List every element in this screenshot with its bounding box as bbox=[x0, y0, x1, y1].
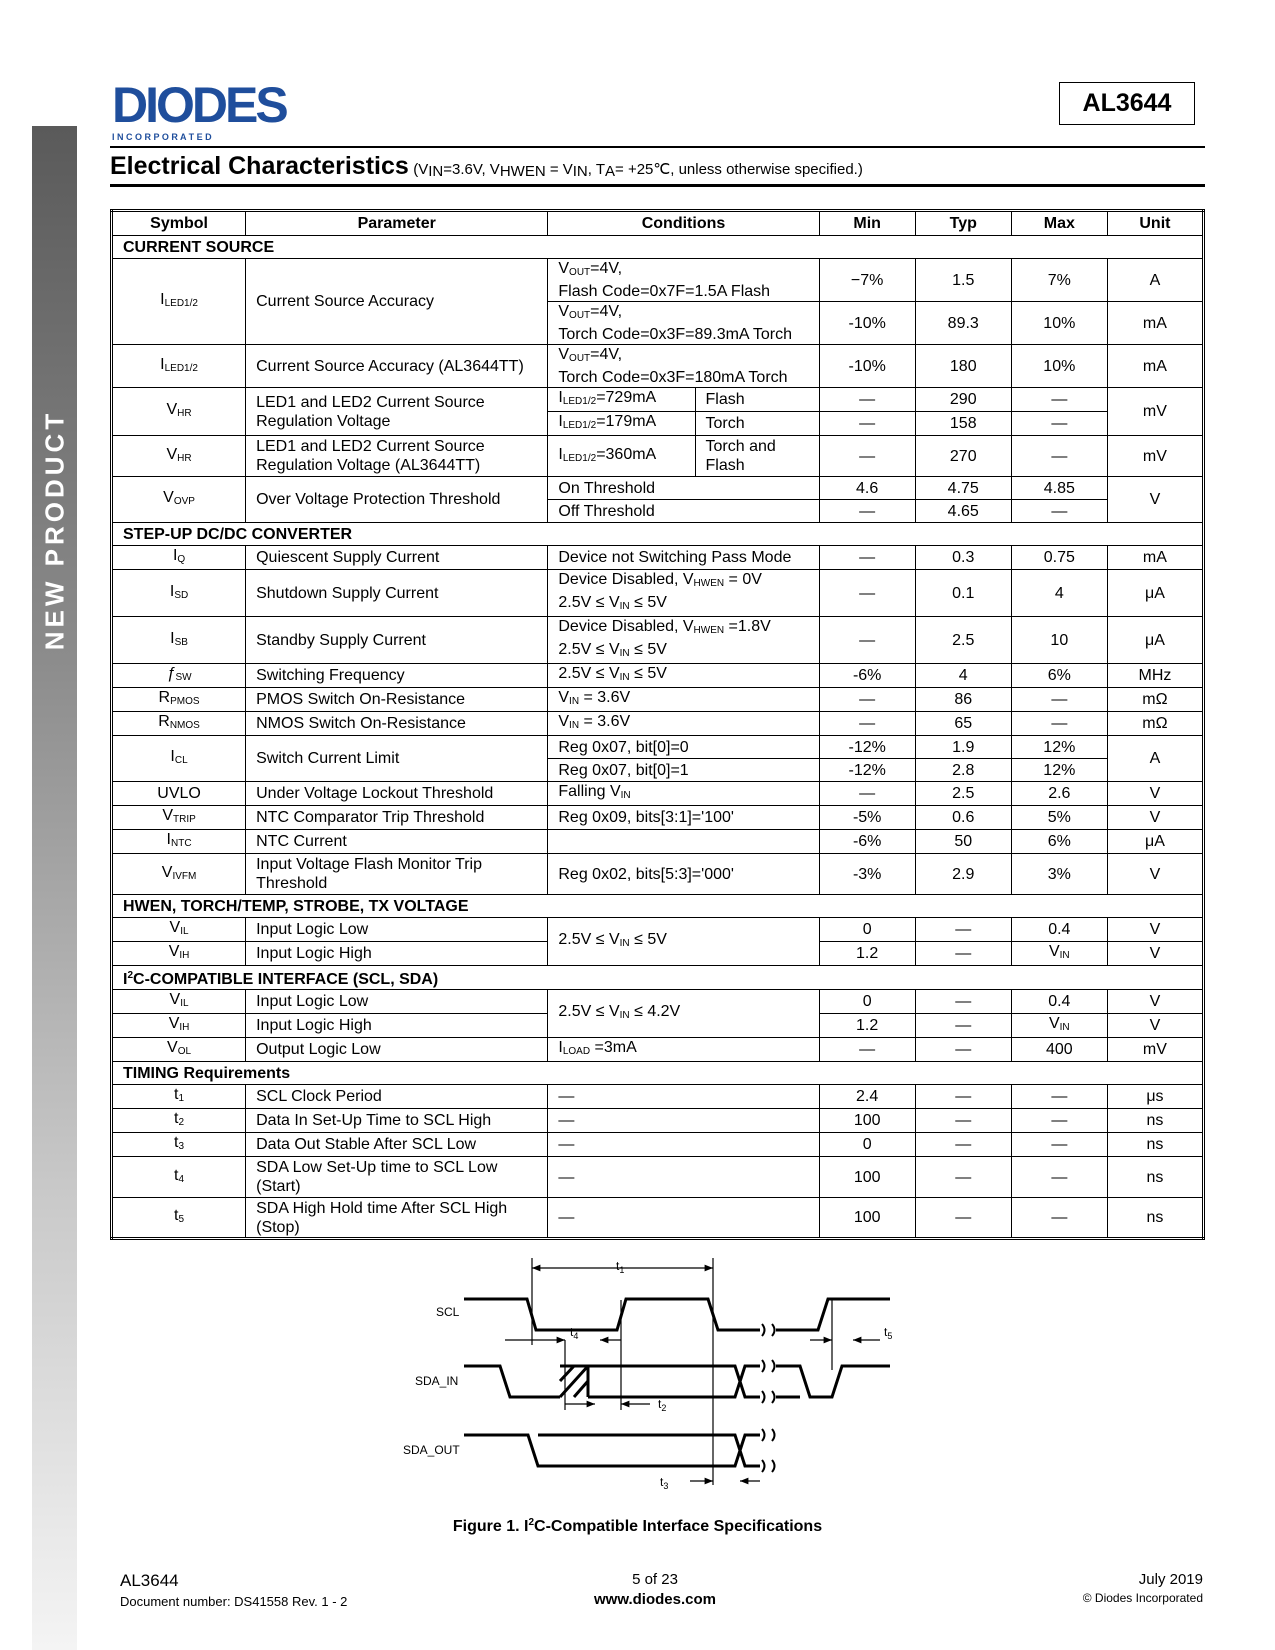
table-row: UVLO Under Voltage Lockout Threshold Falling $V_{IN}$ — 2.5 2.6 V bbox=[112, 782, 1204, 806]
footer-document-number: Document number: DS41558 Rev. 1 - 2 bbox=[120, 1594, 348, 1609]
table-row: $R_{PMOS}$ PMOS Switch On-Resistance $V_{IN} = 3.6V$ — 86 — mΩ bbox=[112, 688, 1204, 712]
header-parameter: Parameter bbox=[246, 211, 548, 236]
table-row: $V_{OUT}=4V$, Torch Code=0x3F=89.3mA Torch -10% 89.3 10% mA bbox=[112, 302, 1204, 345]
header-min: Min bbox=[819, 211, 915, 236]
title-conditions: (VIN=3.6V, VHWEN = VIN, TA= +25℃, unless otherwise specified.) bbox=[413, 161, 863, 180]
section-step-up: STEP-UP DC/DC CONVERTER bbox=[112, 523, 1204, 546]
table-row: $ƒ_{SW}$ Switching Frequency $2.5V \le V_{IN} \le 5V$ -6% 4 6% MHz bbox=[112, 664, 1204, 688]
table-row: $I_{SD}$ Shutdown Supply Current Device Disabled, $V_{HWEN} = 0V$ $2.5V \le V_{IN} \le 5V$ — 0.1 4 μA bbox=[112, 570, 1204, 617]
logo-wordmark: DIODES bbox=[112, 82, 286, 133]
section-i2c: $I^2C$-COMPATIBLE INTERFACE (SCL, SDA) bbox=[112, 966, 1204, 990]
table-row: $t_3$ Data Out Stable After SCL Low — 0 — — ns bbox=[112, 1133, 1204, 1157]
sidebar-label: NEW PRODUCT bbox=[39, 409, 69, 651]
t3-label: $t_3$ bbox=[660, 1475, 669, 1491]
header-conditions: Conditions bbox=[548, 211, 819, 236]
table-row: $I_{LED1/2}$ Current Source Accuracy $V_{OUT}=4V$, Flash Code=0x7F=1.5A Flash −7% 1.5 7% A bbox=[112, 259, 1204, 302]
section-current-source: CURRENT SOURCE bbox=[112, 236, 1204, 259]
table-row: Off Threshold — 4.65 — bbox=[112, 500, 1204, 523]
table-row: $V_{IVFM}$ Input Voltage Flash Monitor Trip Threshold Reg 0x02, bits[5:3]='000' -3% 2.9 3% V bbox=[112, 854, 1204, 895]
table-row: $t_2$ Data In Set-Up Time to SCL High — 100 — — ns bbox=[112, 1109, 1204, 1133]
sda-in-waveform bbox=[464, 1366, 890, 1397]
title-main: Electrical Characteristics bbox=[110, 152, 409, 180]
table-row: $t_1$ SCL Clock Period — 2.4 — — μs bbox=[112, 1085, 1204, 1109]
sda-out-waveform bbox=[464, 1435, 760, 1466]
part-number: AL3644 bbox=[1082, 89, 1172, 117]
table-row: $I_{CL}$ Switch Current Limit Reg 0x07, bit[0]=0 -12% 1.9 12% A bbox=[112, 736, 1204, 759]
header-max: Max bbox=[1011, 211, 1107, 236]
table-row: $V_{TRIP}$ NTC Comparator Trip Threshold Reg 0x09, bits[3:1]='100' -5% 0.6 5% V bbox=[112, 806, 1204, 830]
table-row: $V_{IH}$ Input Logic High 1.2 — $V_{IN}$ V bbox=[112, 942, 1204, 966]
table-row: $V_{HR}$ LED1 and LED2 Current Source Regulation Voltage $I_{LED1/2}=729mA$ Flash — 290 — mV bbox=[112, 388, 1204, 412]
table-row: $V_{HR}$ LED1 and LED2 Current Source Regulation Voltage (AL3644TT) $I_{LED1/2}=360mA$ Torch and Flash — 270 — mV bbox=[112, 436, 1204, 477]
table-row: $t_4$ SDA Low Set-Up time to SCL Low (Start) — 100 — — ns bbox=[112, 1157, 1204, 1198]
footer-part: AL3644 bbox=[120, 1571, 179, 1590]
footer-url[interactable]: www.diodes.com bbox=[594, 1591, 716, 1608]
table-row: $t_5$ SDA High Hold time After SCL High (Stop) — 100 — — ns bbox=[112, 1198, 1204, 1239]
label-sda-in: SDA_IN bbox=[415, 1374, 459, 1388]
table-row: $I_{SB}$ Standby Supply Current Device Disabled, $V_{HWEN} =1.8V$ $2.5V \le V_{IN} \le 5V$ — 2.5 10 μA bbox=[112, 617, 1204, 664]
table-row: $I_{LED1/2}=179mA$ Torch — 158 — bbox=[112, 412, 1204, 436]
footer-page-number: 5 of 23 bbox=[632, 1571, 678, 1588]
table-row: $I_{NTC}$ NTC Current -6% 50 6% μA bbox=[112, 830, 1204, 854]
scl-waveform bbox=[464, 1299, 890, 1330]
section-timing: TIMING Requirements bbox=[112, 1062, 1204, 1085]
table-row: $V_{IL}$ Input Logic Low $2.5V \le V_{IN} \le 5V$ 0 — 0.4 V bbox=[112, 918, 1204, 942]
table-row: Reg 0x07, bit[0]=1 -12% 2.8 12% bbox=[112, 759, 1204, 782]
table-row: $V_{OL}$ Output Logic Low $I_{LOAD} =3mA$ — — 400 mV bbox=[112, 1038, 1204, 1062]
table-row: $R_{NMOS}$ NMOS Switch On-Resistance $V_{IN} = 3.6V$ — 65 — mΩ bbox=[112, 712, 1204, 736]
break-marks bbox=[762, 1324, 775, 1472]
t2-label: $t_2$ bbox=[658, 1397, 667, 1413]
figure-caption: Figure 1. $I^2C$-Compatible Interface Specifications bbox=[452, 1517, 823, 1535]
footer-date: July 2019 bbox=[1138, 1571, 1203, 1588]
header-unit: Unit bbox=[1107, 211, 1203, 236]
section-hwen: HWEN, TORCH/TEMP, STROBE, TX VOLTAGE bbox=[112, 895, 1204, 918]
label-scl: SCL bbox=[436, 1305, 460, 1319]
table-row: $I_{LED1/2}$ Current Source Accuracy (AL3644TT) $V_{OUT}=4V$, Torch Code=0x3F=180mA Torch -10% 180 10% mA bbox=[112, 345, 1204, 388]
logo-subtitle: I N C O R P O R A T E D bbox=[112, 132, 212, 142]
footer-copyright: © Diodes Incorporated bbox=[1082, 1591, 1203, 1605]
table-row: $I_Q$ Quiescent Supply Current Device not Switching Pass Mode — 0.3 0.75 mA bbox=[112, 546, 1204, 570]
header-typ: Typ bbox=[915, 211, 1011, 236]
table-row: $V_{IH}$ Input Logic High 1.2 — $V_{IN}$ V bbox=[112, 1014, 1204, 1038]
header-symbol: Symbol bbox=[112, 211, 246, 236]
table-row: $V_{OVP}$ Over Voltage Protection Threshold On Threshold 4.6 4.75 4.85 V bbox=[112, 477, 1204, 500]
t4-label: $t_4$ bbox=[570, 1325, 579, 1341]
label-sda-out: SDA_OUT bbox=[403, 1443, 460, 1457]
t5-label: $t_5$ bbox=[884, 1325, 893, 1341]
table-row: $V_{IL}$ Input Logic Low $2.5V \le V_{IN} \le 4.2V$ 0 — 0.4 V bbox=[112, 990, 1204, 1014]
t1-label: $t_1$ bbox=[616, 1259, 625, 1275]
